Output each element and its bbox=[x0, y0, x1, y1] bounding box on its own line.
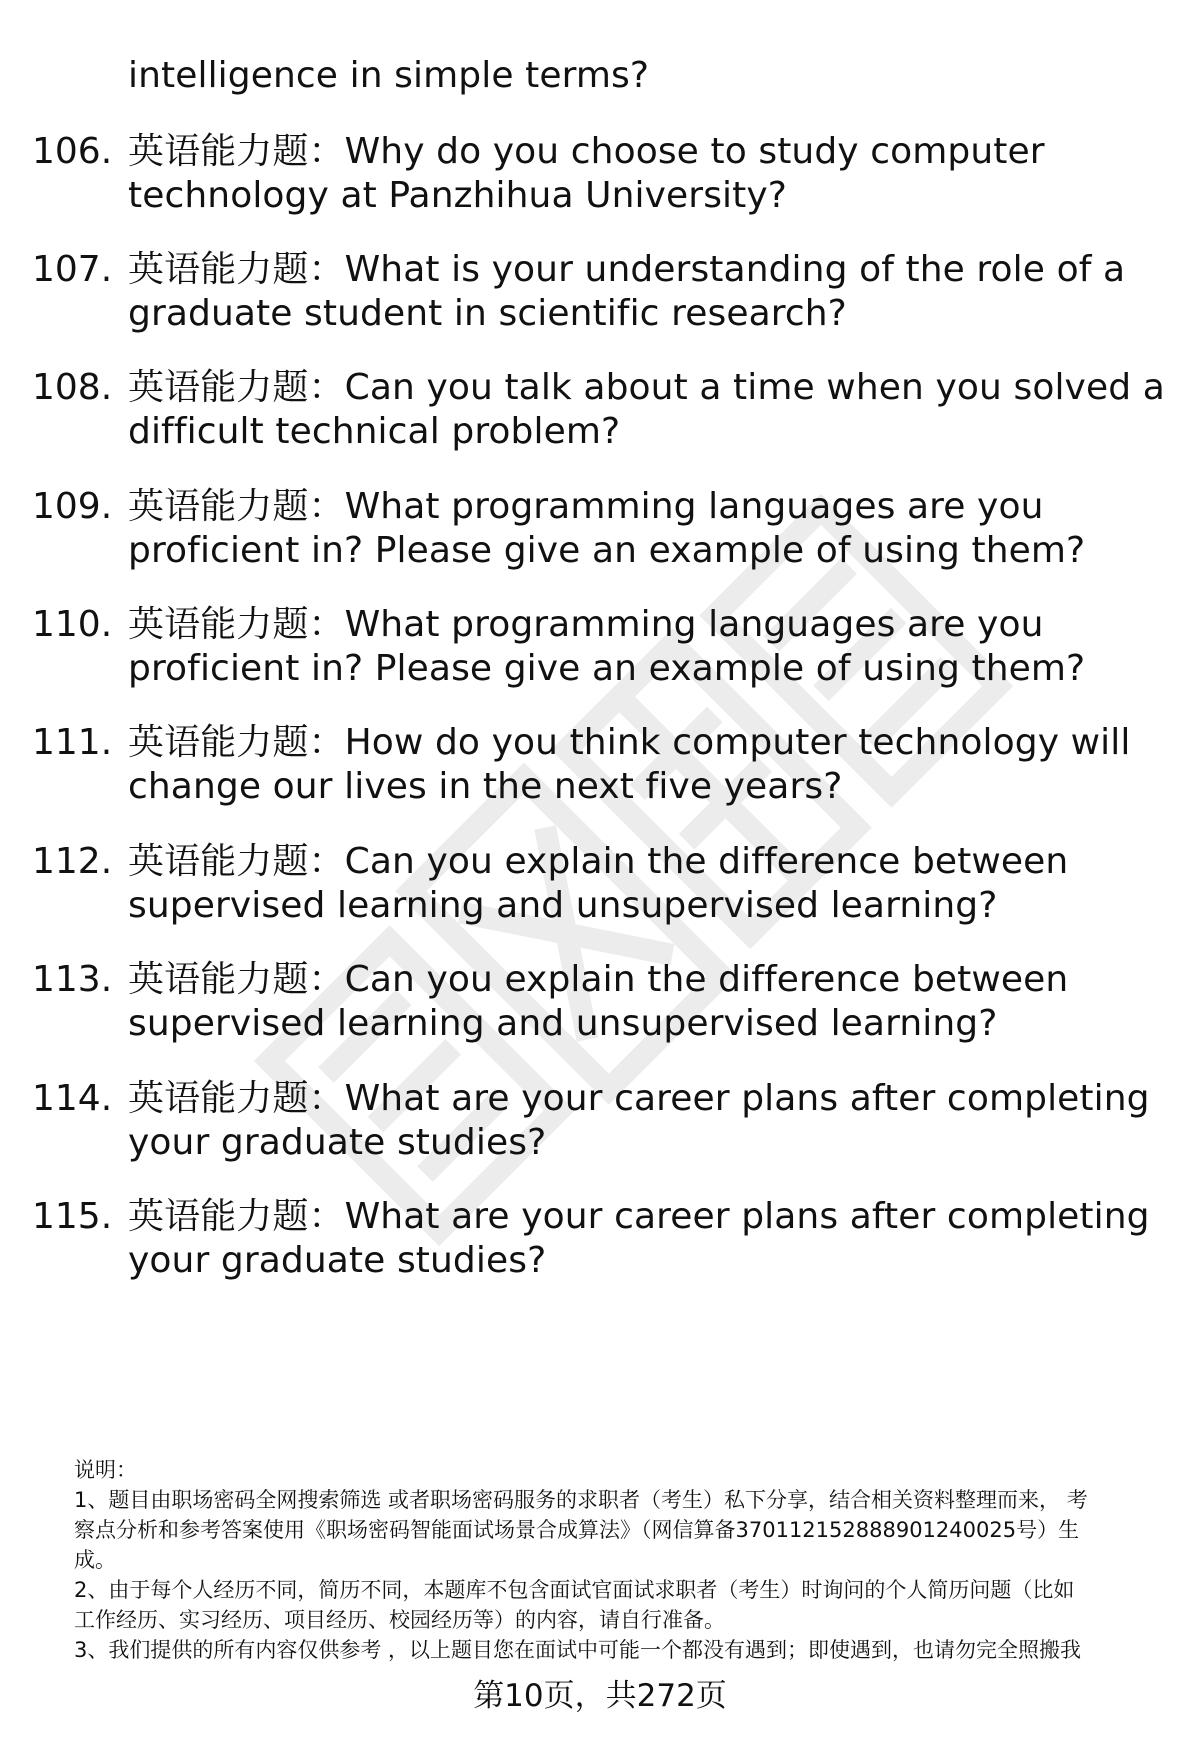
question-text-line2: your graduate studies? bbox=[128, 1122, 547, 1163]
question-text-line1: 英语能力题：How do you think computer technology will bbox=[128, 722, 1131, 763]
question-number: 108. bbox=[32, 367, 113, 408]
notes-section bbox=[74, 1455, 1154, 1665]
question-number: 114. bbox=[32, 1078, 113, 1119]
question-number: 113. bbox=[32, 959, 113, 1000]
question-text-line2: change our lives in the next five years? bbox=[128, 766, 843, 807]
question-text-line2: difficult technical problem? bbox=[128, 411, 621, 452]
question-text-line2: proficient in? Please give an example of using them? bbox=[128, 530, 1086, 571]
question-number: 112. bbox=[32, 841, 113, 882]
question-text-line2: graduate student in scientific research? bbox=[128, 293, 847, 334]
question-text-line1: 英语能力题：Can you explain the difference between bbox=[128, 841, 1069, 882]
note-item-3-line-1: 3、我们提供的所有内容仅供参考 ，以上题目您在面试中可能一个都没有遇到；即使遇到，也请勿完全照搬我 bbox=[74, 1638, 1082, 1662]
question-number: 111. bbox=[32, 722, 113, 763]
question-text-line1: 英语能力题：What programming languages are you bbox=[128, 486, 1044, 527]
question-number: 110. bbox=[32, 604, 113, 645]
question-number: 115. bbox=[32, 1196, 113, 1237]
page-number-footer: 第10页，共272页 bbox=[473, 1678, 727, 1714]
question-text-line2: technology at Panzhihua University? bbox=[128, 175, 787, 216]
question-text-line2: supervised learning and unsupervised learning? bbox=[128, 1003, 998, 1044]
note-item-2-line-1: 2、由于每个人经历不同，简历不同，本题库不包含面试官面试求职者（考生）时询问的个人简历问题（比如 bbox=[74, 1578, 1075, 1602]
question-text-line1: 英语能力题：Can you talk about a time when you solved a bbox=[128, 367, 1165, 408]
question-text-line2: your graduate studies? bbox=[128, 1240, 547, 1281]
question-text-line2: proficient in? Please give an example of using them? bbox=[128, 648, 1086, 689]
question-105-continuation: intelligence in simple terms? bbox=[128, 55, 650, 96]
question-text-line1: 英语能力题：What are your career plans after completing bbox=[128, 1078, 1150, 1119]
question-number: 106. bbox=[32, 131, 113, 172]
question-text-line1: 英语能力题：Can you explain the difference between bbox=[128, 959, 1069, 1000]
note-item-2-line-2: 工作经历、实习经历、项目经历、校园经历等）的内容，请自行准备。 bbox=[74, 1608, 725, 1632]
question-text-line1: 英语能力题：What is your understanding of the role of a bbox=[128, 249, 1126, 290]
question-number: 107. bbox=[32, 249, 113, 290]
notes-title: 说明： bbox=[74, 1458, 137, 1482]
note-item-1-line-3: 成。 bbox=[74, 1548, 116, 1572]
question-number: 109. bbox=[32, 486, 113, 527]
question-text-line1: 英语能力题：What programming languages are you bbox=[128, 604, 1044, 645]
question-text-line1: 英语能力题：What are your career plans after completing bbox=[128, 1196, 1150, 1237]
question-text-line1: 英语能力题：Why do you choose to study computer bbox=[128, 131, 1045, 172]
note-item-1-line-2: 察点分析和参考答案使用《职场密码智能面试场景合成算法》（网信算备370112152888901240025号）生 bbox=[74, 1518, 1080, 1542]
question-text-line2: supervised learning and unsupervised learning? bbox=[128, 885, 998, 926]
note-item-1-line-1: 1、题目由职场密码全网搜索筛选 或者职场密码服务的求职者（考生）私下分享，结合相关资料整理而来， 考 bbox=[74, 1488, 1088, 1512]
